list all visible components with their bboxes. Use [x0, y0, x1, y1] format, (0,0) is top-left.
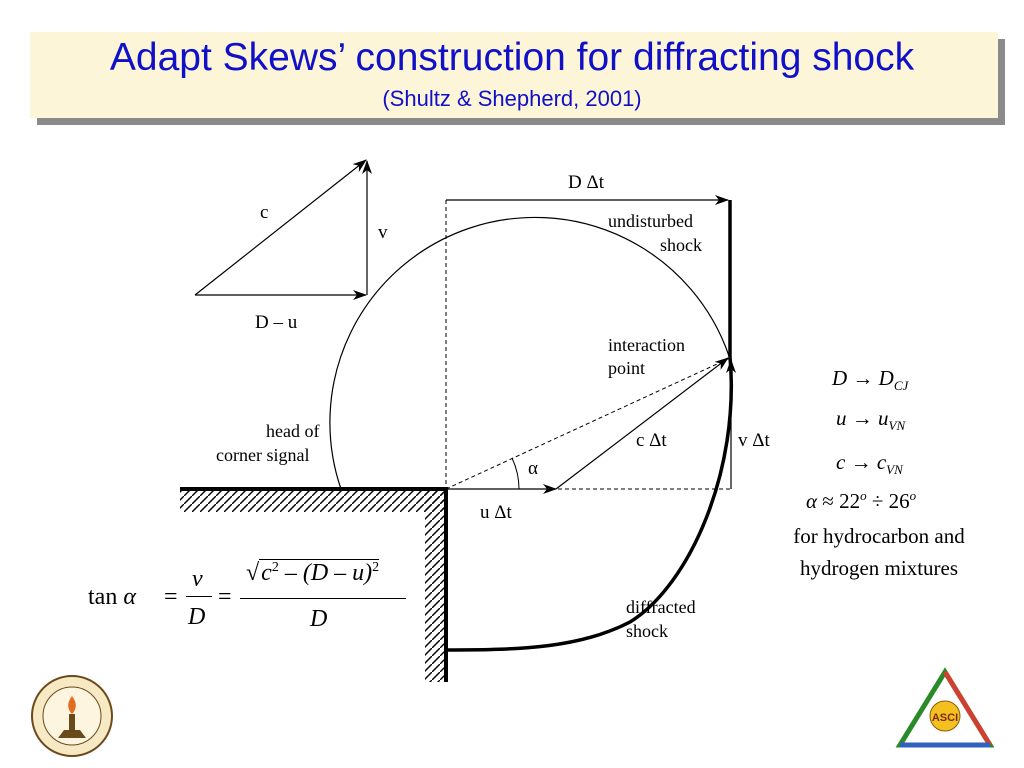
triangle-base-label: D – u — [255, 312, 298, 333]
undisturbed-label-line2: shock — [660, 235, 702, 255]
v-dt-label: v Δt — [738, 430, 770, 451]
c-dt-label: c Δt — [636, 430, 667, 451]
wall-horizontal-hatch — [180, 490, 446, 512]
diffracted-label-line1: diffracted — [626, 597, 696, 617]
alpha-angle-arc — [512, 458, 519, 489]
slide-subtitle: (Shultz & Shepherd, 2001) — [382, 86, 642, 111]
tan-alpha-formula: tan α = v D = $√c^2 - (D - u)^2$ D — [88, 552, 418, 642]
relation-c: $c \to c_{VN}$ — [836, 450, 903, 478]
interaction-label-line1: interaction — [608, 335, 685, 355]
relation-u: $u \to u_{VN}$ — [836, 406, 906, 434]
formula-bar2 — [240, 598, 406, 599]
caltech-seal-logo — [32, 676, 112, 756]
formula-num2: $√c^2 - (D - u)^2$ — [246, 560, 380, 586]
formula-tan: tan — [88, 584, 118, 610]
head-label-line2: corner signal — [216, 445, 310, 465]
alpha-label: α — [528, 458, 538, 479]
asci-logo-text: ASCI — [931, 712, 959, 724]
note-line2: hydrogen mixtures — [799, 556, 959, 580]
undisturbed-label-line1: undisturbed — [608, 211, 693, 231]
mixture-note — [760, 520, 998, 584]
relation-alpha-range: $\alpha \approx 22^o \div 26^o$ — [806, 488, 917, 513]
wall-vertical-hatch — [425, 490, 447, 682]
triangle-hypotenuse-c — [195, 160, 366, 295]
formula-num1: v — [192, 566, 203, 592]
diffracted-label-line2: shock — [626, 621, 668, 641]
relation-d: $D \to D_{CJ}$ — [832, 366, 909, 394]
formula-bar1 — [186, 596, 212, 597]
formula-den2: D — [310, 606, 328, 632]
u-dt-label: u Δt — [480, 502, 512, 523]
triangle-v-label: v — [378, 222, 388, 243]
slide-title: Adapt Skews’ construction for diffracting shock — [109, 36, 915, 79]
formula-alpha: α — [123, 584, 136, 610]
formula-den1: D — [188, 604, 206, 630]
d-dt-label: D Δt — [568, 172, 604, 193]
dashed-diagonal-line — [446, 358, 730, 489]
triangle-c-label: c — [260, 202, 269, 223]
head-label-line1: head of — [266, 421, 320, 441]
asci-logo — [900, 672, 990, 745]
interaction-label-line2: point — [608, 358, 646, 378]
note-line1: for hydrocarbon and — [793, 524, 965, 548]
